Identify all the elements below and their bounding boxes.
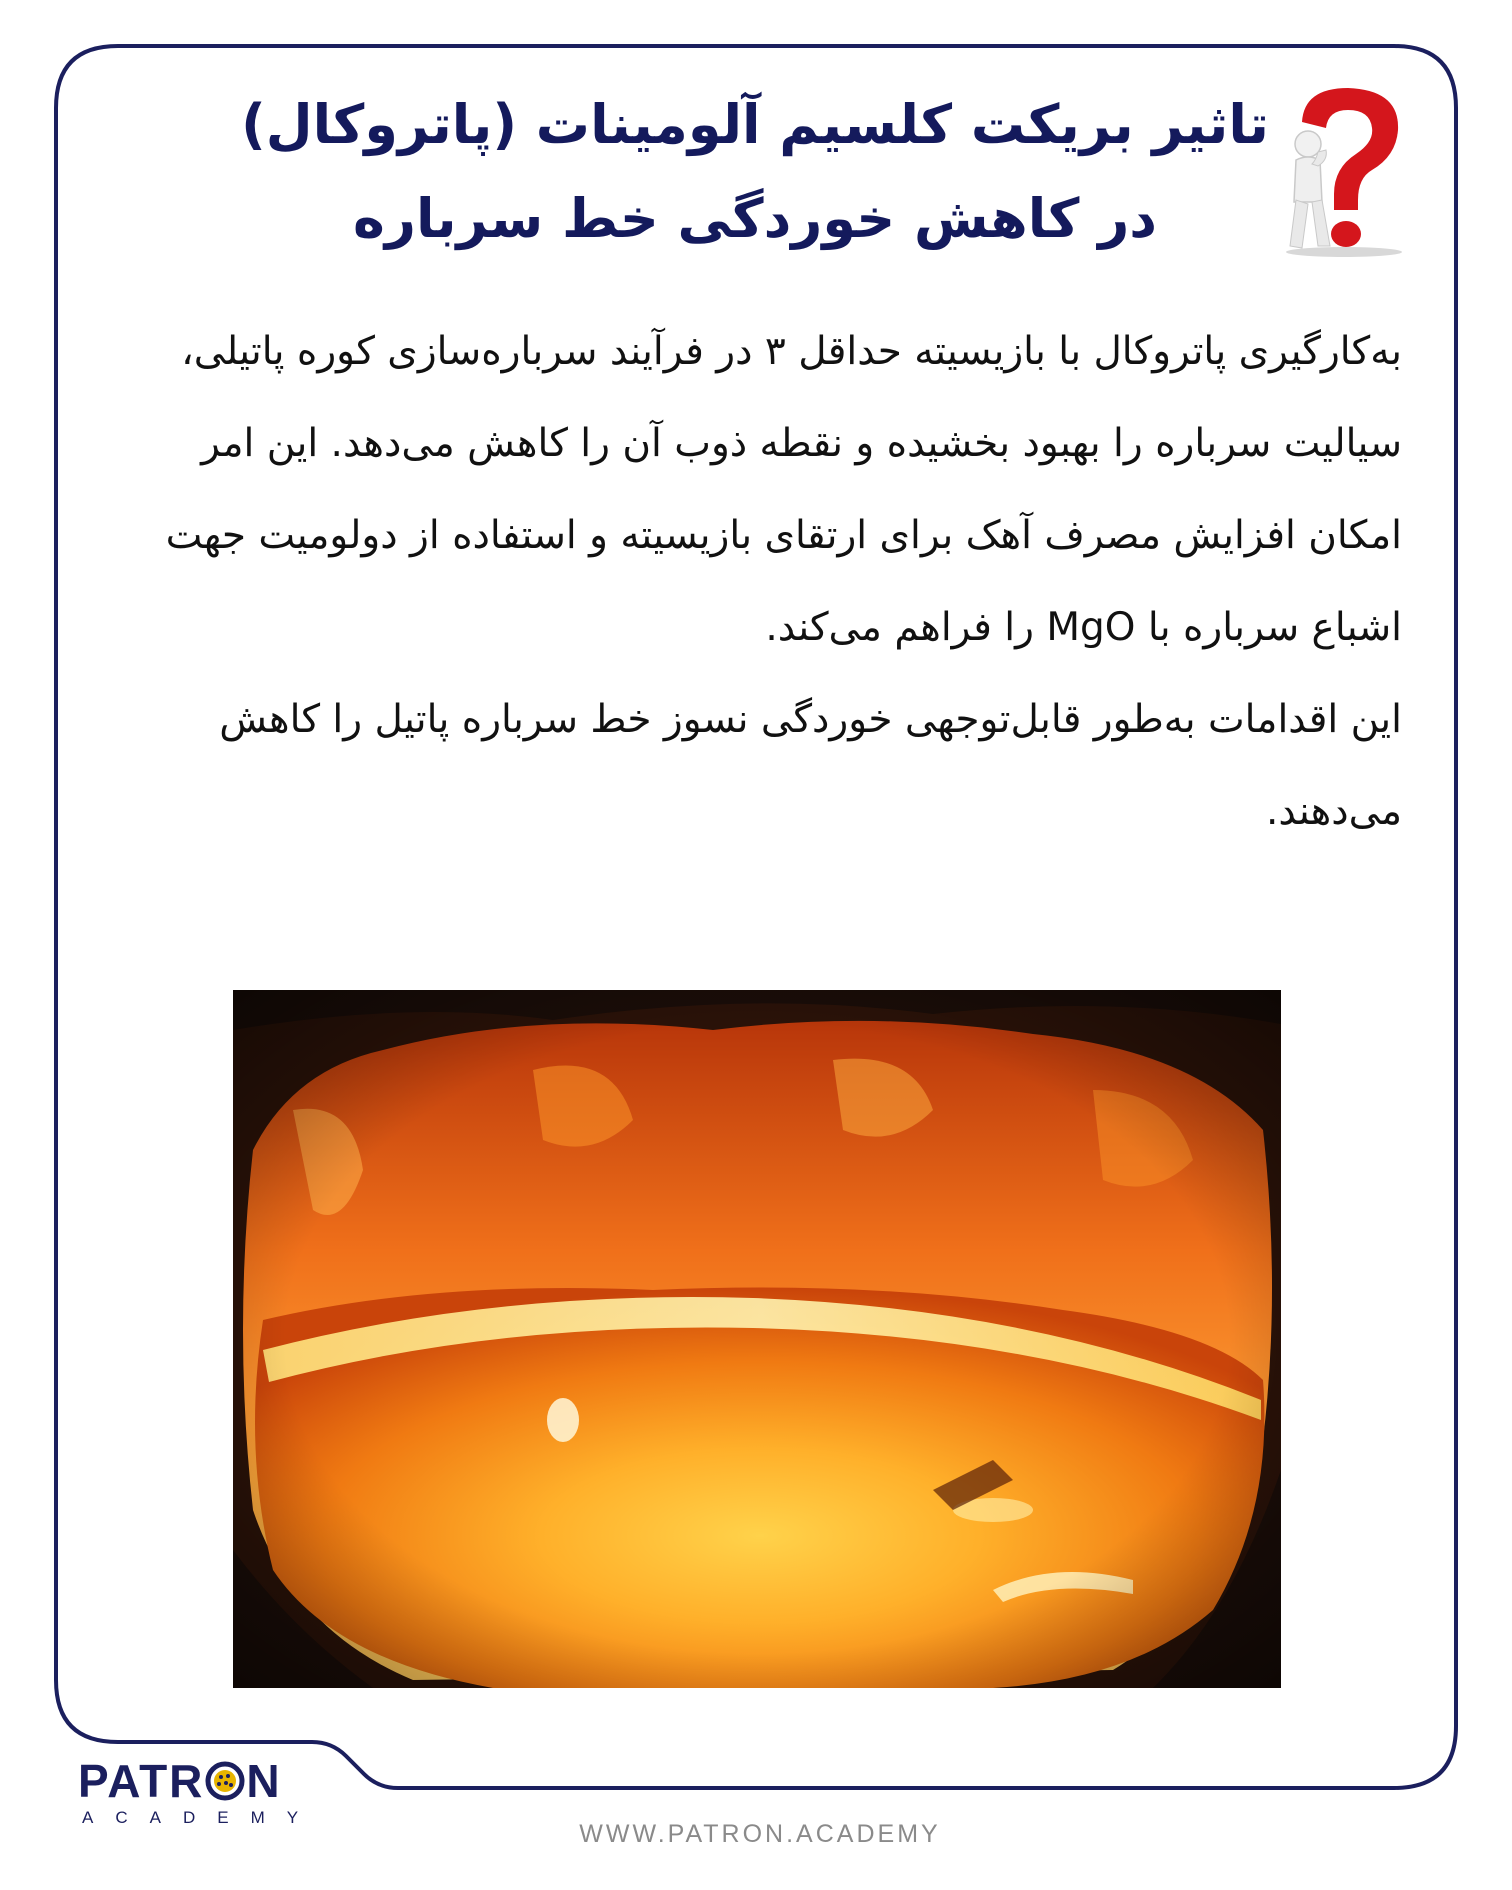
logo-word-end: N: [246, 1755, 282, 1807]
title-line-2: در کاهش خوردگی خط سرباره: [352, 187, 1157, 250]
molten-slag-ladle-photo: [233, 990, 1281, 1688]
website-url[interactable]: WWW.PATRON.ACADEMY: [579, 1820, 941, 1848]
logo-wordmark: [78, 1756, 282, 1806]
logo-word-start: PATR: [78, 1755, 205, 1807]
paragraph-1: به‌کارگیری پاتروکال با بازیسیته حداقل ۳ در فرآیند سرباره‌سازی کوره پاتیلی، سیالیت سرباره را بهبود بخشیده و نقطه ذوب آن را کاهش می‌دهد. این امر امکان افزایش مصرف آهک برای ارتقای بازیسیته و استفاده از دولومیت جهت اشباع سرباره با MgO را فراهم می‌کند.: [165, 329, 1402, 650]
logo-subtitle: ACADEMY: [82, 1808, 321, 1827]
title-line-1: تاثیر بریکت کلسیم آلومینات (پاتروکال): [241, 93, 1269, 156]
logo-globe-icon: [205, 1761, 245, 1801]
paragraph-2: این اقدامات به‌طور قابل‌توجهی خوردگی نسوز خط سرباره پاتیل را کاهش می‌دهند.: [219, 697, 1402, 834]
body-text: [140, 306, 1402, 858]
patron-academy-logo: [78, 1756, 338, 1836]
page-title: [240, 78, 1270, 266]
question-mark-thinking-figure-icon: [1282, 82, 1412, 260]
